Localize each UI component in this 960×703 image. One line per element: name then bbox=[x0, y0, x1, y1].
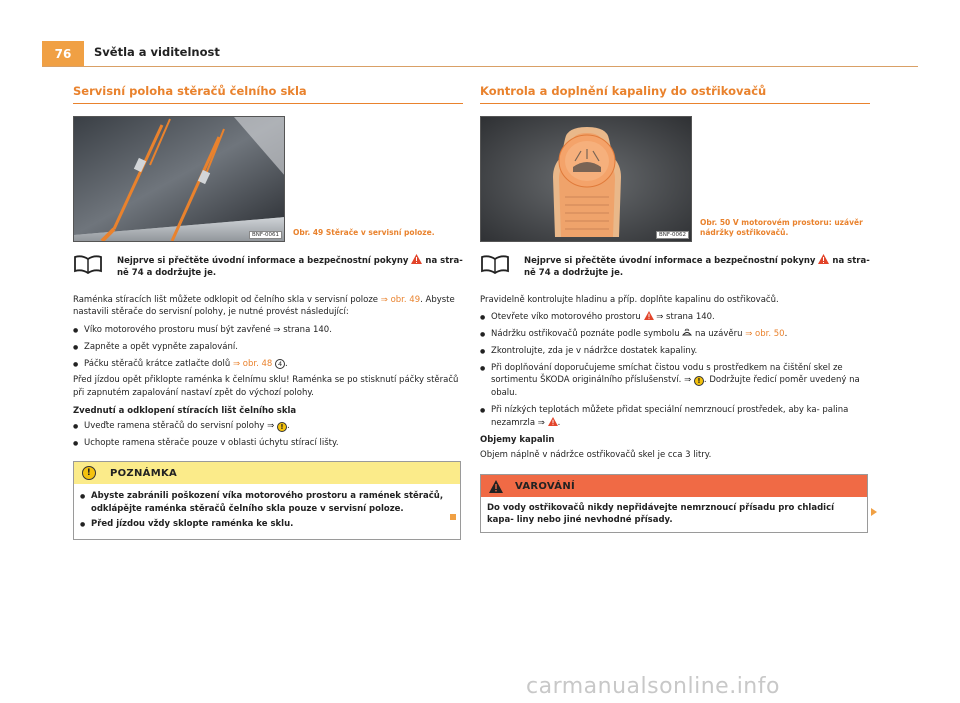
intro-text-1: Nejprve si přečtěte úvodní informace a bezpečnostní pokyny bbox=[524, 256, 816, 266]
paragraph-service-position bbox=[73, 294, 463, 320]
figure-reference[interactable]: ⇒ obr. 50 bbox=[745, 329, 785, 340]
note-body bbox=[74, 484, 460, 538]
intro-note bbox=[480, 254, 870, 280]
caution-icon: ! bbox=[277, 422, 287, 432]
header-rule bbox=[42, 66, 918, 67]
note-item: ● Před jízdou vždy sklopte raménka ke sklu. bbox=[80, 518, 454, 531]
open-book-icon bbox=[73, 254, 103, 274]
figure-caption-line: Obr. 50 V motorovém prostoru: uzávěr bbox=[700, 217, 863, 227]
list-item: ● Zkontrolujte, zda je v nádržce dostatek kapaliny. bbox=[480, 345, 870, 358]
warning-body: Do vody ostřikovačů nikdy nepřidávejte nemrznoucí přísadu pro chladicí kapa- liny nebo jiné nevhodné přísady. bbox=[487, 503, 835, 526]
page-number: 76 bbox=[42, 41, 84, 67]
note-title: POZNÁMKA bbox=[110, 467, 178, 479]
figure-code: BNF-0061 bbox=[249, 231, 282, 239]
reservoir-cap-photo bbox=[480, 116, 692, 242]
left-column bbox=[73, 84, 463, 540]
list-item: ● Víko motorového prostoru musí být zavřené ⇒ strana 140. bbox=[73, 324, 463, 337]
chapter-title: Světla a viditelnost bbox=[94, 45, 220, 59]
warning-triangle-icon bbox=[489, 480, 503, 493]
list-item-end: . bbox=[285, 358, 288, 369]
figure-50 bbox=[480, 116, 870, 242]
list-item-end: . bbox=[784, 329, 788, 340]
subheading-capacities: Objemy kapalin bbox=[480, 435, 555, 446]
figure-reference[interactable]: ⇒ obr. 48 bbox=[232, 358, 273, 369]
section-title-washer-fluid: Kontrola a doplnění kapaliny do ostřikovačů bbox=[480, 84, 870, 104]
list-item-text: Při nízkých teplotách můžete přidat speciální nemrznoucí prostředek, aby ka- palina nezamrzla ⇒ bbox=[491, 404, 849, 428]
figure-caption-line: nádržky ostřikovačů. bbox=[700, 227, 789, 237]
paragraph-check-level: Pravidelně kontrolujte hladinu a příp. doplňte kapalinu do ostřikovačů. bbox=[480, 294, 779, 305]
list-item-text: Nádržku ostřikovačů poznáte podle symbolu bbox=[491, 329, 680, 340]
warning-triangle-icon bbox=[818, 254, 829, 264]
intro-text-2: na stra- bbox=[425, 256, 463, 266]
list-item: ● Uchopte ramena stěrače pouze v oblasti úchytu stírací lišty. bbox=[73, 437, 463, 450]
paragraph-return: Před jízdou opět přiklopte raménka k čelnímu sklu! Raménka se po stisknutí páčky stěračů při zapnutém zapalování nastaví zpět do výchozí polohy. bbox=[73, 375, 459, 399]
intro-note bbox=[73, 254, 463, 280]
list-item-text: Při doplňování doporučujeme smíchat čistou vodu s prostředkem na čištění skel ze sortimentu ŠKODA originálního příslušenství. ⇒ bbox=[491, 362, 843, 386]
note-box bbox=[73, 461, 461, 539]
warning-triangle-icon bbox=[411, 254, 422, 264]
callout-number: 4 bbox=[275, 359, 285, 369]
list-item bbox=[480, 362, 870, 400]
list-item-text: Páčku stěračů krátce zatlačte dolů bbox=[84, 358, 231, 369]
list-item-end: . bbox=[286, 420, 290, 431]
warning-header bbox=[481, 475, 867, 497]
note-item: ● Abyste zabránili poškození víka motorového prostoru a ramének stěračů, odklápějte raménka stěračů čelního skla pouze v servisní poloze. bbox=[80, 490, 454, 516]
warning-triangle-icon bbox=[548, 417, 558, 426]
figure-code: BNF-0062 bbox=[656, 231, 689, 239]
caution-icon: ! bbox=[82, 466, 96, 480]
list-item bbox=[480, 328, 870, 341]
open-book-icon bbox=[480, 254, 510, 274]
list-item-end: . Dodržujte ředicí poměr uvedený na obalu. bbox=[491, 375, 860, 399]
warning-title: VAROVÁNÍ bbox=[515, 480, 576, 492]
figure-49 bbox=[73, 116, 463, 242]
list-item-text: na uzávěru bbox=[695, 329, 743, 340]
washer-reservoir-illustration bbox=[481, 117, 692, 242]
continue-arrow-icon bbox=[871, 508, 877, 516]
watermark: carmanualsonline.info bbox=[526, 674, 780, 699]
list-item-text: Uveďte ramena stěračů do servisní polohy ⇒ bbox=[84, 420, 275, 431]
section-end-marker bbox=[450, 514, 456, 520]
note-header bbox=[74, 462, 460, 484]
subheading-lift: Zvednutí a odklopení stíracích lišt čelního skla bbox=[73, 405, 297, 416]
washer-symbol-icon bbox=[682, 328, 692, 337]
list-item-end: ⇒ strana 140. bbox=[656, 312, 715, 323]
wiper-illustration bbox=[74, 117, 285, 242]
list-item bbox=[73, 420, 463, 433]
list-item-text: Otevřete víko motorového prostoru bbox=[491, 312, 641, 323]
figure-caption: Obr. 49 Stěrače v servisní poloze. bbox=[293, 227, 435, 237]
intro-text-3: ně 74 a dodržujte je. bbox=[117, 268, 217, 279]
list-item bbox=[480, 404, 870, 430]
figure-reference[interactable]: ⇒ obr. 49 bbox=[380, 294, 421, 305]
intro-text-2: na stra- bbox=[832, 256, 870, 266]
section-title-wipers: Servisní poloha stěračů čelního skla bbox=[73, 84, 463, 104]
paragraph-text-end: . Abyste nastavili stěrače do servisní polohy, je nutné provést následující: bbox=[73, 294, 455, 318]
intro-text-3: ně 74 a dodržujte je. bbox=[524, 268, 624, 279]
figure-caption bbox=[700, 218, 863, 238]
wiper-photo bbox=[73, 116, 285, 242]
right-column bbox=[480, 84, 870, 533]
list-item-end: . bbox=[557, 417, 561, 428]
paragraph-capacity: Objem náplně v nádržce ostřikovačů skel je cca 3 litry. bbox=[480, 450, 712, 461]
list-item bbox=[73, 358, 463, 371]
list-item bbox=[480, 311, 870, 324]
paragraph-text: Raménka stíracích lišt můžete odklopit od čelního skla v servisní poloze bbox=[73, 294, 379, 305]
warning-triangle-icon bbox=[644, 311, 654, 320]
warning-box bbox=[480, 474, 868, 533]
intro-text-1: Nejprve si přečtěte úvodní informace a bezpečnostní pokyny bbox=[117, 256, 409, 266]
list-item: ● Zapněte a opět vypněte zapalování. bbox=[73, 341, 463, 354]
caution-icon: ! bbox=[694, 376, 704, 386]
